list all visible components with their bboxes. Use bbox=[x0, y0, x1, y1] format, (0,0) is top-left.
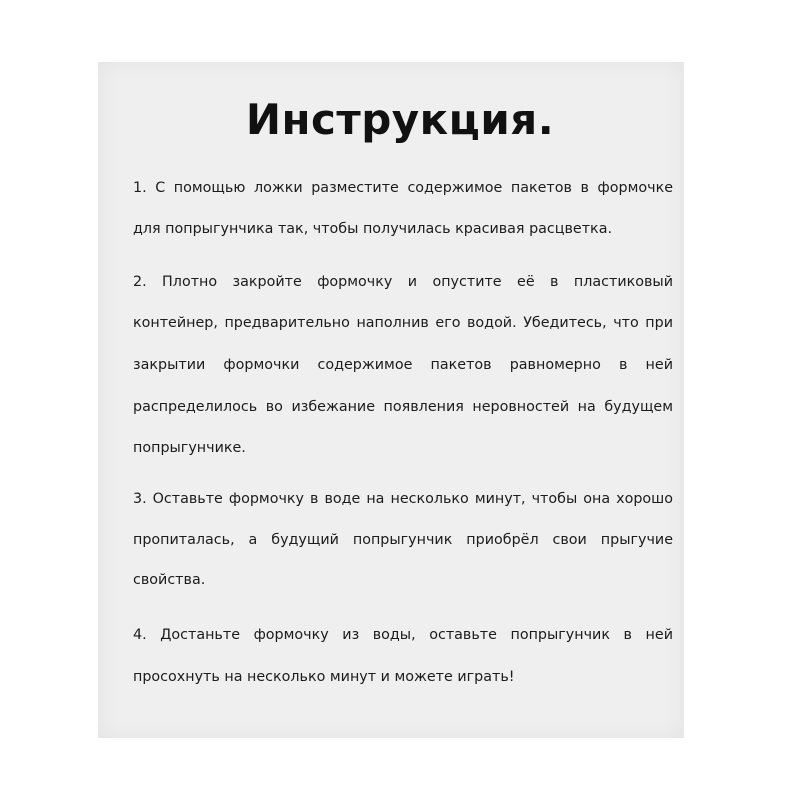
paragraph-2-line-1: 2. Плотно закройте формочку и опустите её в пластиковый bbox=[133, 274, 673, 290]
paragraph-3-line-3: свойства. bbox=[133, 572, 206, 588]
paragraph-2-line-3: закрытии формочки содержимое пакетов равномерно в ней bbox=[133, 357, 673, 373]
paragraph-1-line-2: для попрыгунчика так, чтобы получилась красивая расцветка. bbox=[133, 221, 612, 237]
paragraph-3-line-2: пропиталась, а будущий попрыгунчик приобрёл свои прыгучие bbox=[133, 532, 673, 548]
paragraph-2-line-2: контейнер, предварительно наполнив его водой. Убедитесь, что при bbox=[133, 315, 673, 331]
paragraph-4-line-1: 4. Достаньте формочку из воды, оставьте попрыгунчик в ней bbox=[133, 627, 673, 643]
paragraph-3-line-1: 3. Оставьте формочку в воде на несколько минут, чтобы она хорошо bbox=[133, 491, 673, 507]
paragraph-1-line-1: 1. С помощью ложки разместите содержимое пакетов в формочке bbox=[133, 180, 673, 196]
document-title: Инструкция. bbox=[245, 95, 555, 144]
paragraph-2-line-4: распределилось во избежание появления неровностей на будущем bbox=[133, 399, 673, 415]
paragraph-4-line-2: просохнуть на несколько минут и можете играть! bbox=[133, 669, 515, 685]
paragraph-2-line-5: попрыгунчике. bbox=[133, 440, 246, 456]
